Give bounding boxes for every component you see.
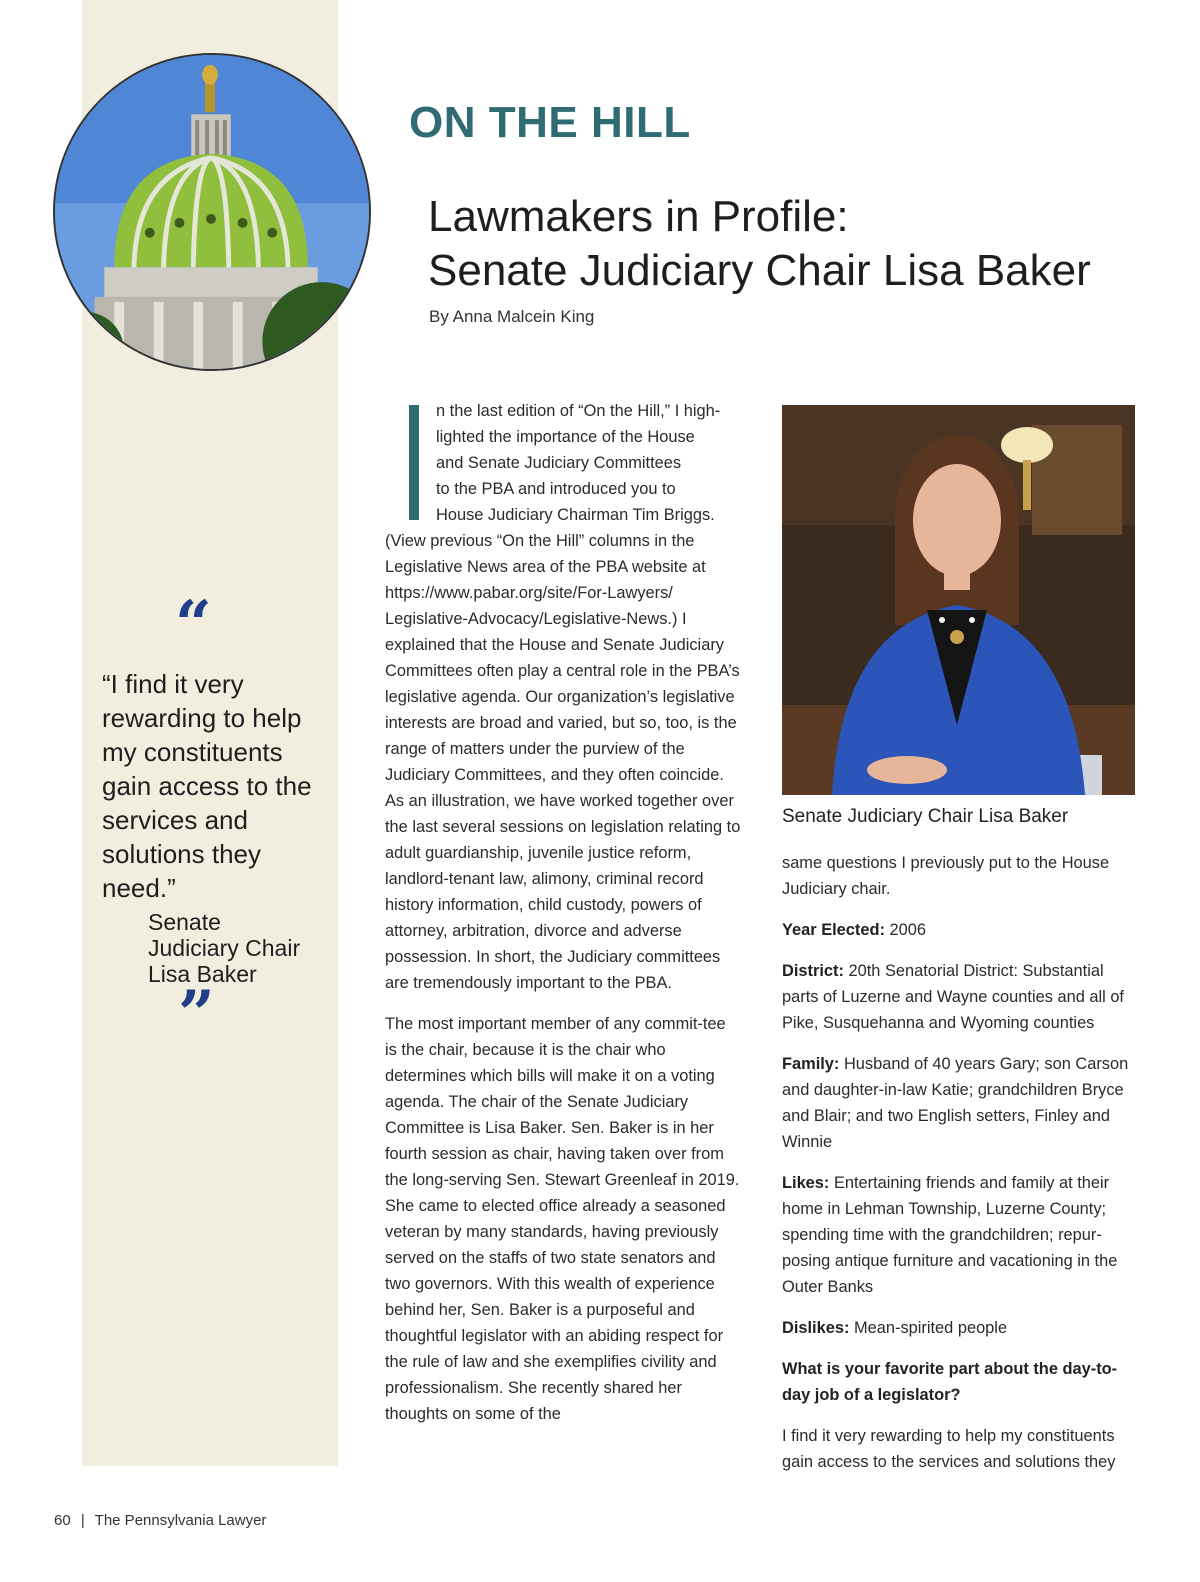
pull-quote-text: “I find it very rewarding to help my constituents gain access to the services and solutions they need.”	[102, 669, 312, 903]
field-label: Year Elected:	[782, 921, 885, 939]
article-headline	[428, 190, 1091, 298]
field-label: Dislikes:	[782, 1319, 850, 1337]
profile-district	[782, 958, 1138, 1036]
page-footer	[54, 1512, 266, 1529]
headline-line-1: Lawmakers in Profile:	[428, 192, 849, 241]
close-quote-icon: ”	[178, 977, 215, 1052]
article-paragraph-1: (View previous “On the Hill” columns in the Legislative News area of the PBA website at https://www.pabar.org/site/For-Lawyers/ Legislative-Advocacy/Legislative-News.) I explained that the House and Senate Judiciary Committees often play a central role in the PBA’s legislative agenda. Our organization’s legislative interests are broad and varied, but so, too, is the range of matters under the purview of the Judiciary Committees, and they often coincide. As an illustration, we have worked together over the last several sessions on legislation relating to adult guardianship, juvenile justice reform, landlord-tenant law, alimony, criminal record history information, child custody, powers of attorney, arbitration, divorce and adverse possession. In short, the Judiciary committees are tremendously important to the PBA.	[385, 532, 741, 992]
dropcap-line: House Judiciary Chairman Tim Briggs.	[436, 506, 715, 524]
open-quote-icon: “	[175, 587, 212, 662]
attribution-line: Judiciary Chair	[148, 935, 301, 961]
dropcap-line: and Senate Judiciary Committees	[436, 454, 682, 472]
footer-separator: |	[80, 1512, 85, 1529]
capitol-dome-photo	[53, 53, 371, 371]
question-text: What is your favorite part about the day-to-day job of a legislator?	[782, 1360, 1118, 1404]
byline: By Anna Malcein King	[429, 307, 595, 326]
profile-answer: I find it very rewarding to help my constituents gain access to the services and solutions they	[782, 1427, 1116, 1471]
headline-line-2: Senate Judiciary Chair Lisa Baker	[428, 246, 1091, 295]
section-title: ON THE HILL	[409, 98, 691, 147]
article-column-1	[385, 398, 741, 1442]
profile-family	[782, 1051, 1138, 1155]
dropcap-letter-i	[409, 405, 419, 520]
dropcap-line: lighted the importance of the House	[436, 428, 695, 446]
pull-quote-attribution	[148, 909, 324, 987]
dropcap-line: to the PBA and introduced you to	[436, 480, 676, 498]
profile-likes	[782, 1170, 1138, 1300]
field-value: 20th Senatorial District: Substantial parts of Luzerne and Wayne counties and all of Pike, Susquehanna and Wyoming counties	[782, 962, 1124, 1032]
lisa-baker-portrait	[782, 405, 1135, 795]
page-number: 60	[54, 1512, 71, 1529]
profile-question	[782, 1356, 1138, 1408]
field-value: Entertaining friends and family at their home in Lehman Township, Luzerne County; spending time with the grandchildren; repur-posing antique furniture and vacationing in the Outer Banks	[782, 1174, 1118, 1296]
dropcap-line: n the last edition of “On the Hill,” I high-	[436, 402, 721, 420]
field-label: District:	[782, 962, 844, 980]
profile-year-elected	[782, 917, 1138, 943]
attribution-line: Senate	[148, 909, 221, 935]
photo-caption: Senate Judiciary Chair Lisa Baker	[782, 806, 1069, 827]
article-paragraph-2: The most important member of any commit-tee is the chair, because it is the chair who determines which bills will make it on a voting agenda. The chair of the Senate Judiciary Committee is Lisa Baker. Sen. Baker is in her fourth session as chair, having taken over from the long-serving Sen. Stewart Greenleaf in 2019. She came to elected office already a seasoned veteran by many standards, having previously served on the staffs of two state senators and two governors. With this wealth of experience behind her, Sen. Baker is a purposeful and thoughtful legislator with an abiding respect for the rule of law and she exemplifies civility and professionalism. She recently shared her thoughts on some of the	[385, 1015, 740, 1423]
publication-name: The Pennsylvania Lawyer	[94, 1512, 267, 1529]
field-value: Husband of 40 years Gary; son Carson and daughter-in-law Katie; grandchildren Bryce and Blair; and two English setters, Finley and Winnie	[782, 1055, 1129, 1151]
field-label: Family:	[782, 1055, 840, 1073]
field-value: Mean-spirited people	[853, 1319, 1008, 1337]
profile-column	[782, 405, 1138, 1490]
dropcap-block	[385, 398, 741, 528]
field-value: 2006	[889, 921, 926, 939]
field-label: Likes:	[782, 1174, 830, 1192]
profile-continuation: same questions I previously put to the House Judiciary chair.	[782, 854, 1110, 898]
attribution-line: Lisa Baker	[148, 961, 257, 987]
profile-dislikes	[782, 1315, 1138, 1341]
pull-quote	[102, 587, 324, 1052]
